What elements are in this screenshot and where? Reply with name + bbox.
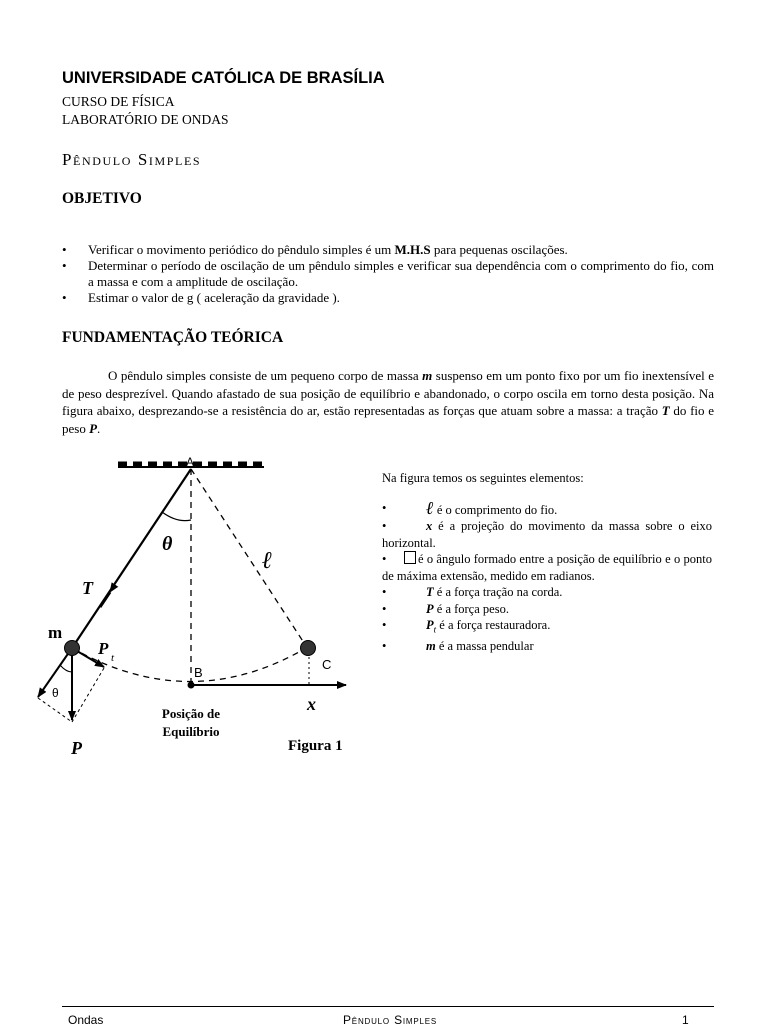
list-item: • Determinar o período de oscilação de um pêndulo simples e verificar sua dependência com o comprimento do fio, com a massa e com a amplitude de oscilação. — [62, 258, 714, 290]
label-ell: ℓ — [262, 548, 273, 574]
university-name: UNIVERSIDADE CATÓLICA DE BRASÍLIA — [62, 69, 385, 87]
label-theta: θ — [162, 533, 173, 555]
list-item: • T é a força tração na corda. — [382, 584, 712, 601]
equilibrium-label-1: Posição de — [161, 706, 221, 721]
footer-left: Ondas — [68, 1013, 104, 1027]
list-item: • $P_t$ é a força restauradora. — [382, 617, 712, 638]
mass-right — [301, 641, 316, 656]
page-number: 1 — [682, 1013, 689, 1027]
page-title: Pêndulo Simples — [62, 150, 202, 169]
label-theta-small: θ — [52, 686, 59, 700]
theta-arc — [162, 512, 191, 521]
list-item: • x é a projeção do movimento da massa sobre o eixo horizontal. — [382, 518, 712, 551]
theory-heading: FUNDAMENTAÇÃO TEÓRICA — [62, 329, 284, 346]
missing-glyph-icon — [404, 551, 416, 564]
legend-intro: Na figura temos os seguintes elementos: — [382, 471, 584, 485]
label-x: x — [307, 694, 316, 714]
label-a: A — [186, 455, 195, 469]
label-b: B — [194, 665, 203, 680]
list-item: • ℓ é o comprimento do fio. — [382, 500, 712, 519]
tension-arrow — [100, 592, 110, 607]
course-name: CURSO DE FÍSICA — [62, 94, 175, 109]
mass-left — [65, 641, 80, 656]
figure-legend — [382, 470, 712, 655]
label-c: C — [322, 657, 332, 672]
list-item: • m é a massa pendular — [382, 638, 712, 655]
label-pt: P — [98, 639, 109, 658]
figure-caption: Figura 1 — [288, 738, 343, 754]
equilibrium-label-2: Equilíbrio — [162, 724, 220, 739]
objective-heading: OBJETIVO — [62, 190, 142, 207]
pendulum-figure — [0, 440, 380, 770]
lab-name: LABORATÓRIO DE ONDAS — [62, 112, 229, 127]
list-item: • Verificar o movimento periódico do pêndulo simples é um M.H.S para pequenas oscilações. — [62, 242, 714, 258]
string-left — [72, 469, 191, 648]
point-b — [188, 682, 195, 689]
list-item: • P é a força peso. — [382, 601, 712, 618]
footer-rule — [62, 1006, 714, 1007]
label-pt-sub: t — [111, 652, 115, 664]
theory-paragraph: O pêndulo simples consiste de um pequeno corpo de massa m suspenso em um ponto fixo por um fio inextensível e de peso desprezível. Quando afastado de sua posição de equilíbrio e abandonado, o corpo oscila em torno desta posição. Na figura abaixo, desprezando-se a resistência do ar, estão representadas as forças que atuam sobre a massa: a tração T do fio e peso P. — [62, 368, 714, 436]
list-item: • é o ângulo formado entre a posição de equilíbrio e o ponto de máxima extensão, medido em radianos. — [382, 551, 712, 584]
footer-title: Pêndulo Simples — [343, 1013, 438, 1027]
label-t: T — [82, 578, 93, 598]
label-p: P — [71, 738, 82, 758]
label-m: m — [48, 623, 63, 642]
objective-list — [62, 242, 714, 306]
string-right — [191, 469, 306, 646]
list-item: • Estimar o valor de g ( aceleração da gravidade ). — [62, 290, 714, 306]
